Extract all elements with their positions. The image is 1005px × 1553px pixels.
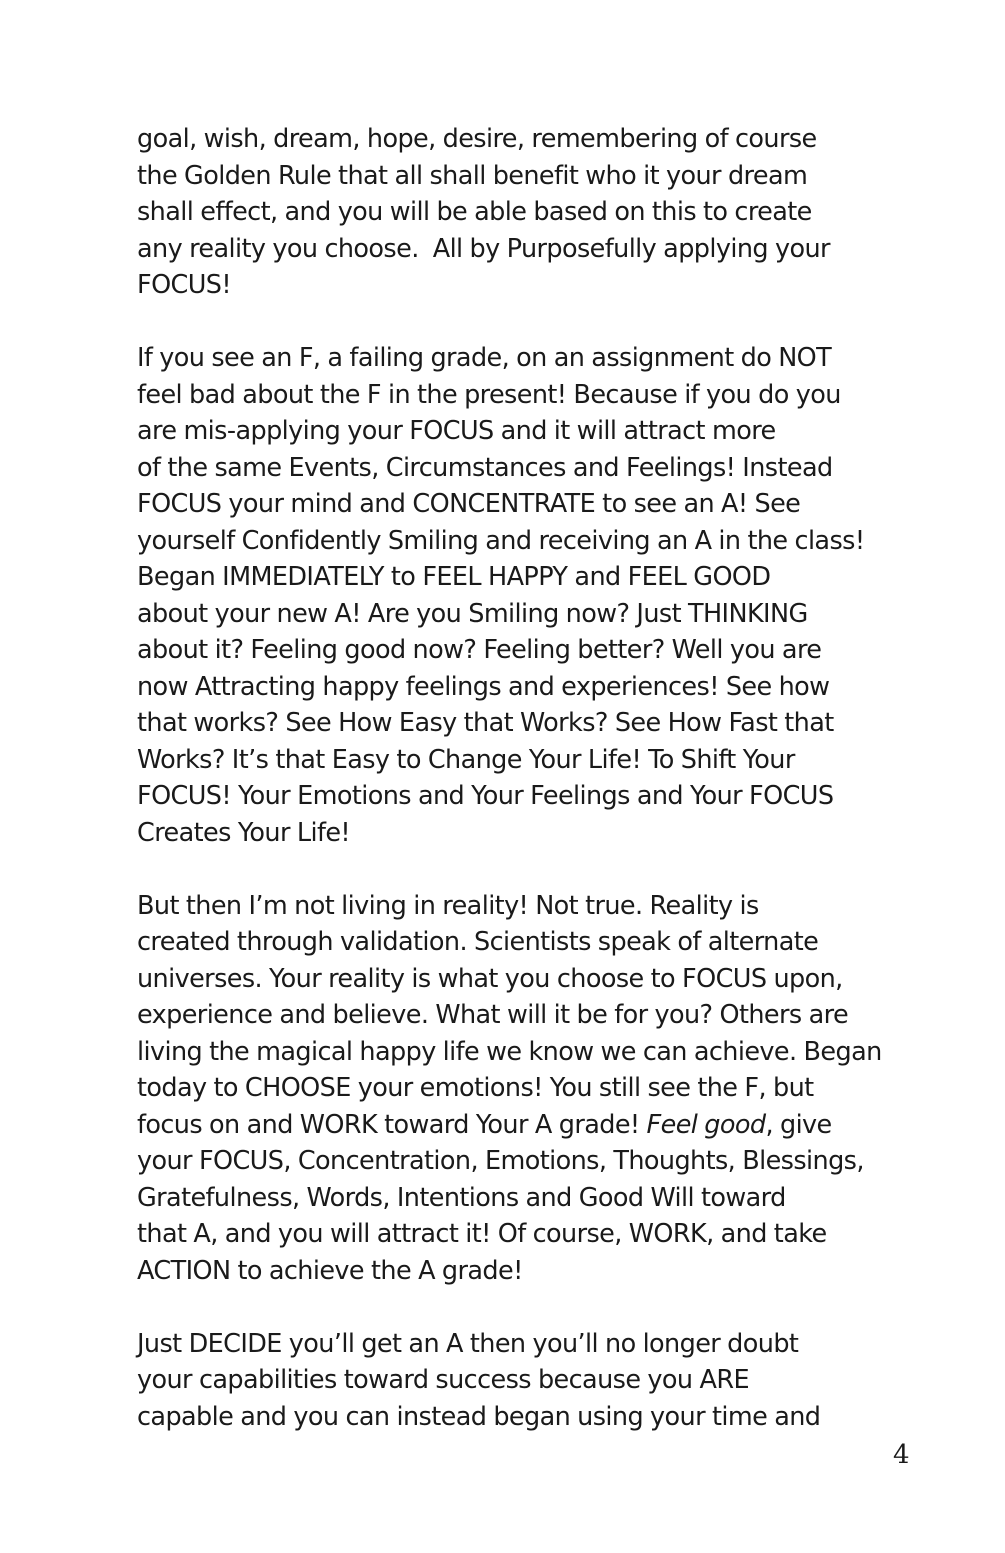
text-line: yourself Confidently Smiling and receiving an A in the class! xyxy=(137,525,865,556)
text-line: today to CHOOSE your emotions! You still see the F, but xyxy=(137,1073,814,1103)
text-line: the Golden Rule that all shall benefit who it your dream xyxy=(137,160,808,191)
text-line: feel bad about the F in the present! Because if you do you xyxy=(137,379,841,410)
page-number: 4 xyxy=(893,1440,910,1470)
text-line: are mis-applying your FOCUS and it will attract more xyxy=(137,416,776,446)
text-line: capable and you can instead began using your time and xyxy=(137,1401,821,1432)
paragraph-1 xyxy=(137,121,897,304)
text-line: FOCUS! xyxy=(137,270,232,300)
text-line: FOCUS! Your Emotions and Your Feelings and Your FOCUS xyxy=(137,781,834,811)
paragraph-3 xyxy=(137,888,897,1290)
text-line: Just DECIDE you’ll get an A then you’ll no longer doubt xyxy=(137,1328,799,1359)
text-line: FOCUS your mind and CONCENTRATE to see an A! See xyxy=(137,489,801,519)
paragraph-4 xyxy=(137,1326,897,1436)
body-text xyxy=(137,121,897,1435)
text-line: Gratefulness, Words, Intentions and Good Will toward xyxy=(137,1182,786,1213)
text-line: universes. Your reality is what you choose to FOCUS upon, xyxy=(137,963,843,994)
text-line: any reality you choose. All by Purposefully applying your xyxy=(137,233,830,264)
text-line: of the same Events, Circumstances and Feelings! Instead xyxy=(137,452,833,483)
paragraph-2 xyxy=(137,340,897,851)
text-line: goal, wish, dream, hope, desire, remembering of course xyxy=(137,124,817,154)
text-line: If you see an F, a failing grade, on an assignment do NOT xyxy=(137,343,832,373)
text-line xyxy=(137,1107,897,1144)
text-line: about it? Feeling good now? Feeling better? Well you are xyxy=(137,635,822,665)
text-line: Began IMMEDIATELY to FEEL HAPPY and FEEL GOOD xyxy=(137,562,771,592)
text-line: experience and believe. What will it be for you? Others are xyxy=(137,1000,849,1030)
text-line: living the magical happy life we know we can achieve. Began xyxy=(137,1036,882,1067)
text-line: Works? It’s that Easy to Change Your Life! To Shift Your xyxy=(137,744,795,775)
text-line: created through validation. Scientists speak of alternate xyxy=(137,927,819,957)
text-segment: , give xyxy=(765,1109,832,1140)
text-line: now Attracting happy feelings and experiences! See how xyxy=(137,671,830,702)
text-line: your capabilities toward success because you ARE xyxy=(137,1365,749,1395)
emphasis-text: Feel good xyxy=(646,1109,766,1140)
text-line: ACTION to achieve the A grade! xyxy=(137,1255,523,1286)
text-line: But then I’m not living in reality! Not true. Reality is xyxy=(137,890,759,921)
text-line: about your new A! Are you Smiling now? Just THINKING xyxy=(137,598,808,629)
text-line: Creates Your Life! xyxy=(137,817,351,848)
text-line: shall effect, and you will be able based on this to create xyxy=(137,197,812,227)
text-line: that A, and you will attract it! Of course, WORK, and take xyxy=(137,1219,827,1249)
text-line: your FOCUS, Concentration, Emotions, Thoughts, Blessings, xyxy=(137,1146,864,1176)
text-line: that works? See How Easy that Works? See How Fast that xyxy=(137,708,834,738)
text-segment: focus on and WORK toward Your A grade! xyxy=(137,1109,647,1140)
